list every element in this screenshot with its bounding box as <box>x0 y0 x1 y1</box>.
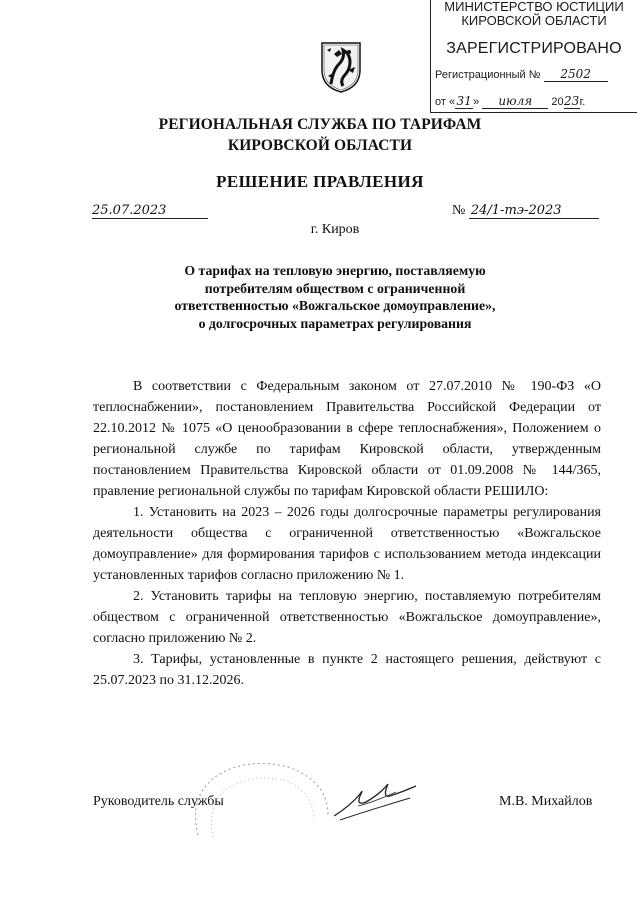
document-title: РЕШЕНИЕ ПРАВЛЕНИЯ <box>216 172 424 191</box>
stamp-date-suffix: г. <box>579 96 586 108</box>
body-item-2: 2. Установить тарифы на тепловую энергию, поставляемую потребителям обществом с ограниченной ответственностью «Вожгальское домоуправление», согласно приложению № 2. <box>93 589 601 646</box>
stamp-line-region: КИРОВСКОЙ ОБЛАСТИ <box>461 13 607 28</box>
stamp-date-mid: » <box>473 96 480 108</box>
decision-date <box>92 203 208 219</box>
decision-number <box>452 203 599 219</box>
registration-stamp <box>430 0 637 113</box>
organization-name <box>0 114 640 156</box>
handwritten-signature-icon <box>330 776 420 826</box>
organization-line-1: РЕГИОНАЛЬНАЯ СЛУЖБА ПО ТАРИФАМ <box>158 116 482 133</box>
stamp-date-month: июля <box>482 94 548 109</box>
stamp-reg-number: 2502 <box>544 67 608 82</box>
stamp-date-prefix: от « <box>435 96 456 108</box>
stamp-date-day: 31 <box>456 94 472 108</box>
decision-subject: О тарифах на тепловую энергию, поставляемую потребителям обществом с ограниченной ответственностью «Вожгальское домоуправление», о долгосрочных параметрах регулирования <box>174 263 496 331</box>
decision-body <box>93 376 601 691</box>
stamp-date-row <box>431 94 637 109</box>
body-item-1: 1. Установить на 2023 – 2026 годы долгосрочные параметры регулирования деятельности общества с ограниченной ответственностью «Вожгальское домоуправление» для формирования тарифов с использованием метода индексации установленных тарифов согласно приложению № 1. <box>93 505 601 583</box>
signer-name: М.В. Михайлов <box>499 794 593 809</box>
signer-position: Руководитель службы <box>93 794 224 809</box>
decision-number-value: 24/1-тэ-2023 <box>469 203 599 219</box>
decision-number-label: № <box>452 203 466 218</box>
stamp-line-ministry: МИНИСТЕРСТВО ЮСТИЦИИ <box>444 0 624 14</box>
coat-of-arms-icon <box>319 40 363 94</box>
body-intro: В соответствии с Федеральным законом от 27.07.2010 № 190-ФЗ «О теплоснабжении», постановлением Правительства Российской Федерации от 22.10.2012 № 1075 «О ценообразовании в сфере теплоснабжения», Положением о региональной службе по тарифам Кировской области, утвержденным постановлением Правительства Кировской области от 01.09.2008 № 144/365, правление региональной службы по тарифам Кировской области РЕШИЛО: <box>93 379 601 499</box>
stamp-date-year: 23 <box>563 94 580 108</box>
organization-line-2: КИРОВСКОЙ ОБЛАСТИ <box>227 137 413 154</box>
decision-date-value: 25.07.2023 <box>92 203 208 219</box>
stamp-registered: ЗАРЕГИСТРИРОВАНО <box>446 40 622 57</box>
city: г. Киров <box>310 222 360 237</box>
body-item-3: 3. Тарифы, установленные в пункте 2 настоящего решения, действуют с 25.07.2023 по 31.12.2026. <box>93 652 601 688</box>
stamp-reg-label: Регистрационный № <box>435 69 541 81</box>
stamp-reg-row <box>431 67 637 82</box>
stamp-date-year-prefix: 20 <box>551 96 564 108</box>
